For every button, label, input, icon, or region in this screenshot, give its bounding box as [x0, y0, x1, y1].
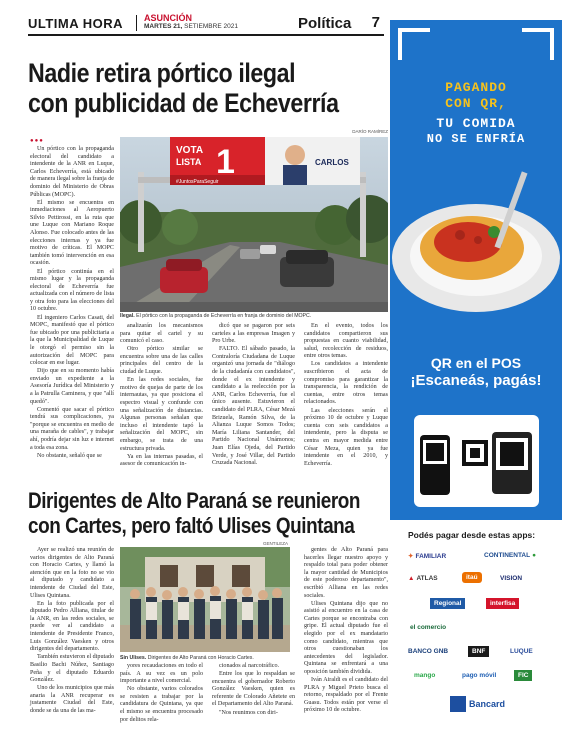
paragraph: Ayer se realizó una reunión de varios dirigentes de Alto Paraná con Horacio Cartes, y llamó la atención que en la foto no se vio al diputado y candidato a intendente de Ciudad del Este, Ulises Quintana. — [30, 547, 114, 599]
ad-pos-line-2: ¡Escaneás, pagás! — [410, 372, 542, 389]
red-dots-icon: ●●● — [30, 138, 44, 144]
sign-number-text: 1 — [216, 143, 235, 181]
app-logo-itau: itaú — [462, 572, 482, 583]
paragraph: Dijo que en su momento había enviado un expediente a la Asesoría Jurídica del Ministerio y a la Patrulla Caminera, y que "allí quedó". — [30, 368, 114, 405]
paragraph: En el evento, todos los candidatos compartieron sus propuestas en cuanto viabilidad, salud, recolección de residuos, entre otros temas. — [304, 323, 388, 360]
paragraph: Los candidatos a intendente suscribieron el acta de compromiso para garantizar la transparencia, la rendición de cuentas, entre otros temas relacionados. — [304, 361, 388, 406]
app-logo-el-comercio: el comercio — [410, 624, 447, 631]
billboard-road-illustration — [120, 137, 388, 312]
ad-pos-line-1: QR en el POS — [430, 355, 522, 371]
app-logo-atlas: ▲ ATLAS — [408, 575, 438, 582]
article1-column-4 — [304, 323, 388, 469]
header-divider — [136, 15, 137, 31]
sign-hashtag-text: #JuntosParaSeguir — [176, 179, 219, 185]
article2-column-3 — [212, 663, 295, 718]
article2-photo-caption: Sin Ulises. Dirigentes de Alto Paraná con Horacio Cartes. — [120, 655, 254, 661]
paragraph: En las redes sociales, fue motivo de quejas de parte de los internautas, ya que posiciona el espectro visual y confunde con una señalización de distancias. Algunas personas señalan que incluso el intendente tapó la señalización del MOPC, sin embargo, se trata de una estructura privada. — [120, 377, 203, 452]
ad-line-1: PAGANDO — [445, 80, 507, 95]
app-logo-vision: VISION — [500, 575, 523, 582]
article2-column-2 — [120, 663, 203, 725]
app-logo-familiar: ✦ FAMILIAR — [408, 552, 447, 560]
paragraph: yores recaudaciones en todo el país. A su vez es un polo importante a nivel comercial. — [120, 663, 203, 685]
paragraph: FALTO. El sábado pasado, la Contraloría Ciudadana de Luque organizó una jornada de "diálogo de la ciudadanía con candidatos", donde el ex intendente y candidato a la reelección por la ANR, Carlos Echeverría, fue el único ausente. Estuvieron el candidato del PLRA, César Mezá Brizuela, Ramón Silva, de la Alianza Luque Somos Todos; María Liliana Santander, del Partido Nacional Unámonos; Juan Elías Ojeda, del Partido Verde, y José Villar, del Partido Cruzada Nacional. — [212, 346, 295, 467]
page-header — [28, 14, 384, 36]
app-logo-luque: LUQUE — [510, 648, 533, 655]
ad-line-3: TU COMIDA — [436, 116, 516, 131]
article1-photo — [120, 137, 388, 312]
paragraph: Las elecciones serán el próximo 10 de octubre y Luque cuenta con seis candidatos a intendente, pero la disputa se centra en mayor medida entre César Meza, quien ya fue intendente en el 2010, y Echeverría. — [304, 407, 388, 467]
article2-column-4 — [304, 547, 388, 716]
article1-column-2 — [120, 323, 203, 469]
city-label: ASUNCIÓN — [144, 13, 193, 23]
date-label: MARTES 21, SETIEMBRE 2021 — [144, 23, 238, 30]
article2-headline: Dirigentes de Alto Paraná se reunieron con Cartes, pero faltó Ulises Quintana — [28, 488, 361, 538]
app-logo-regional: Regional — [430, 598, 465, 609]
paragraph: Uno de los municipios que más anaria la ANR recuperar es justamente Ciudad del Este, donde se da una de las ma- — [30, 685, 114, 714]
paragraph: Entre los que lo respaldan se encuentra el gobernador Roberto González Vaesken, quien es referente de Colorado Añetete en el Departamento del Alto Paraná. — [212, 671, 295, 708]
paragraph: No obstante, varios colorados se resisten a trabajar por la candidatura de Quintana, ya que el mismo se encuentra procesado por delitos rela- — [120, 686, 203, 723]
app-logo-continental: CONTINENTAL ● — [484, 552, 537, 559]
paragraph: Iván Airaldi es el candidato del PLRA y Miguel Prieto busca el retorno, respaldado por el Frente Guasu. Todos están por verse el próximo 10 de octubre. — [304, 677, 388, 714]
apps-title: Podés pagar desde estas apps: — [408, 530, 536, 540]
article2-photo — [120, 547, 290, 652]
paragraph: El pórtico continúa en el mismo lugar y la propaganda electoral de Echeverría fue actualizada con el número de lista y otra foto para las elecciones del 10 octubre. — [30, 268, 114, 313]
ad-background — [390, 20, 562, 520]
sign-vota-text: VOTA — [176, 145, 204, 156]
qr-payment-ad — [390, 20, 562, 520]
paragraph: Ya en las internas pasadas, el asesor de comunicación in- — [120, 453, 203, 468]
paragraph: Otro pórtico similar se encuentra sobre una de las calles principales del centro de la ciudad de Luque. — [120, 346, 203, 376]
article1-column-1 — [30, 146, 114, 461]
sign-lista-text: LISTA — [176, 157, 202, 167]
app-logo-interfisa: interfisa — [486, 598, 519, 609]
article2-column-1 — [30, 547, 114, 716]
article1-column-3 — [212, 323, 295, 468]
sign-name-text: CARLOS — [315, 158, 349, 167]
paragraph: En la foto publicada por el diputado Pedro Alliana, titular de la ANR, en las redes sociales, se puede ver al candidato a intendente de Presidente Franco, Luis González Vaesken y otros dirigentes del departamento. — [30, 600, 114, 653]
article1-photo-caption: Ilegal. El pórtico con la propaganda de Echeverría en franja de dominio del MOPC. — [120, 313, 312, 319]
app-logo-fic: FIC — [514, 670, 532, 681]
app-logo-pago-movil: pago móvil — [462, 672, 497, 679]
article1-headline: Nadie retira pórtico ilegal con publicidad de Echeverría — [28, 58, 339, 118]
paragraph: El ingeniero Carlos Casati, del MOPC, manifestó que el pórtico fue ubicado por una publicitaria a la que la Municipalidad de Luque le otorgó el permiso sin la autorización del MOPC para colocar en ese lugar. — [30, 314, 114, 367]
paragraph: No obstante, señaló que se — [37, 452, 102, 459]
app-logo-bnf: BNF — [468, 646, 489, 657]
paragraph: Comentó que sacar el pórtico tendrá sus complicaciones, ya "porque se encuentra en medio de una maraña de cables", y trabajar ahí, podría dejar sin luz e internet a toda esa zona. — [30, 406, 114, 451]
section-name: Política — [298, 15, 352, 32]
app-logo-banco-gnb: BANCO GNB — [408, 648, 449, 655]
paragraph: cionados al narcotráfico. — [219, 663, 280, 669]
paragraph: analizarán los mecanismos para quitar el cartel y su comunicó el caso. — [120, 323, 203, 345]
article2-photo-credit: GENTILEZA — [262, 541, 288, 546]
paragraph: dicó que se pagaron por seis carteles a las empresas Imagen y Pro Urbe. — [212, 323, 295, 345]
ad-line-2: CON QR, — [445, 96, 507, 111]
app-logo-bancard: Bancard — [450, 696, 505, 712]
app-logo-mango: mango — [414, 672, 436, 679]
page-number: 7 — [371, 14, 380, 31]
payment-apps-panel — [390, 520, 562, 750]
ad-line-4: NO SE ENFRÍA — [426, 132, 526, 146]
paragraph: También estuvieron el diputado Basilio Bachi Núñez, Santiago Peña y el diputado Eduardo González. — [30, 654, 114, 684]
paragraph: "Nos reunimos con diri- — [219, 709, 278, 716]
article1-photo-credit: DARÍO RAMÍREZ — [352, 129, 388, 134]
paragraph: El mismo se encuentra en inmediaciones al Aeropuerto Silvio Pettirossi, en la ruta que une Luque con Mariano Roque Alonso. Fue colocado antes de las elecciones internas y ya fue motivo de críticas. El MOPC también tomó intervención en esa ocasión. — [30, 199, 114, 267]
group-photo-illustration — [120, 547, 290, 652]
paragraph: Ulises Quintana dijo que no asistió al encuentro en la casa de Cartes porque se encontraba con gripe. El actual diputado fue el elegido por el ex mandatario como candidato, mientras que otros cuestionaban los antecedentes del legislador. Quintana se enfrentará a una oposición también dividida. — [304, 600, 388, 675]
paragraph: gentes de Alto Paraná para hacerles llegar nuestro apoyo y respaldo total para poder obtener la mayor cantidad de Municipios de este poderoso departamento", escribió Alliana en las redes sociales. — [304, 547, 388, 599]
paragraph: Un pórtico con la propaganda electoral del candidato a intendente de la ANR en Luque, Carlos Echeverría, está ubicado de manera ilegal sobre la franja de dominio del Ministerio de Obras Públicas (MOPC). — [30, 146, 114, 198]
newspaper-name: ULTIMA HORA — [28, 16, 124, 31]
